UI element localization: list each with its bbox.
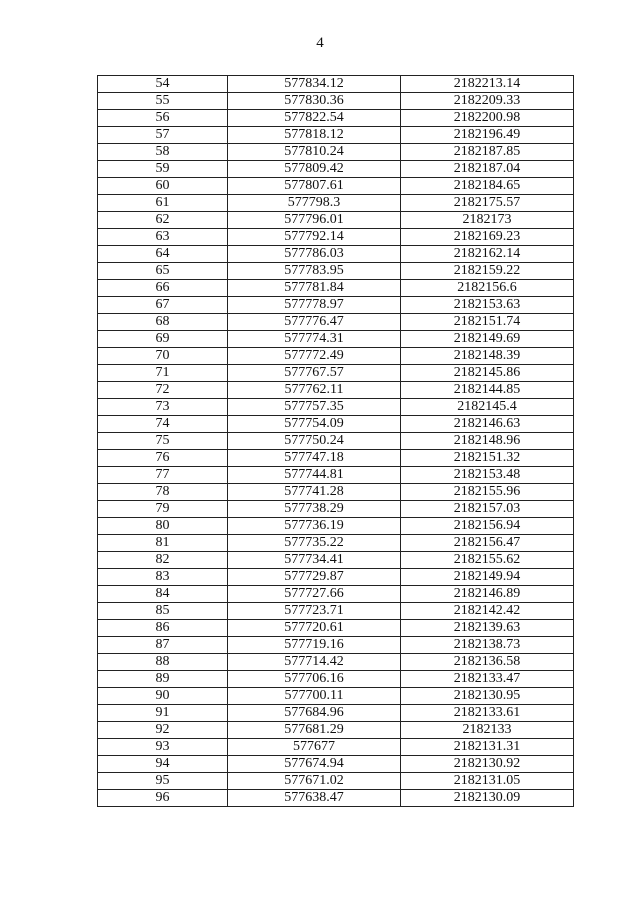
y-coordinate-cell: 2182133.61 bbox=[401, 705, 574, 722]
point-number-cell: 65 bbox=[98, 263, 228, 280]
y-coordinate-cell: 2182130.95 bbox=[401, 688, 574, 705]
point-number-cell: 90 bbox=[98, 688, 228, 705]
point-number-cell: 76 bbox=[98, 450, 228, 467]
x-coordinate-cell: 577744.81 bbox=[228, 467, 401, 484]
table-row bbox=[98, 297, 574, 314]
x-coordinate-cell: 577727.66 bbox=[228, 586, 401, 603]
table-row bbox=[98, 773, 574, 790]
x-coordinate-cell: 577772.49 bbox=[228, 348, 401, 365]
y-coordinate-cell: 2182133.47 bbox=[401, 671, 574, 688]
table-row bbox=[98, 365, 574, 382]
table-row bbox=[98, 671, 574, 688]
y-coordinate-cell: 2182145.86 bbox=[401, 365, 574, 382]
table-row bbox=[98, 569, 574, 586]
table-row bbox=[98, 212, 574, 229]
table-row bbox=[98, 399, 574, 416]
x-coordinate-cell: 577796.01 bbox=[228, 212, 401, 229]
point-number-cell: 83 bbox=[98, 569, 228, 586]
x-coordinate-cell: 577750.24 bbox=[228, 433, 401, 450]
table-row bbox=[98, 76, 574, 93]
y-coordinate-cell: 2182209.33 bbox=[401, 93, 574, 110]
x-coordinate-cell: 577783.95 bbox=[228, 263, 401, 280]
table-row bbox=[98, 790, 574, 807]
y-coordinate-cell: 2182131.05 bbox=[401, 773, 574, 790]
x-coordinate-cell: 577747.18 bbox=[228, 450, 401, 467]
point-number-cell: 95 bbox=[98, 773, 228, 790]
x-coordinate-cell: 577810.24 bbox=[228, 144, 401, 161]
table-row bbox=[98, 110, 574, 127]
x-coordinate-cell: 577798.3 bbox=[228, 195, 401, 212]
table-row bbox=[98, 195, 574, 212]
x-coordinate-cell: 577822.54 bbox=[228, 110, 401, 127]
table-row bbox=[98, 229, 574, 246]
point-number-cell: 92 bbox=[98, 722, 228, 739]
x-coordinate-cell: 577719.16 bbox=[228, 637, 401, 654]
y-coordinate-cell: 2182153.48 bbox=[401, 467, 574, 484]
x-coordinate-cell: 577767.57 bbox=[228, 365, 401, 382]
point-number-cell: 80 bbox=[98, 518, 228, 535]
x-coordinate-cell: 577754.09 bbox=[228, 416, 401, 433]
point-number-cell: 75 bbox=[98, 433, 228, 450]
table-row bbox=[98, 637, 574, 654]
y-coordinate-cell: 2182184.65 bbox=[401, 178, 574, 195]
point-number-cell: 85 bbox=[98, 603, 228, 620]
y-coordinate-cell: 2182173 bbox=[401, 212, 574, 229]
point-number-cell: 81 bbox=[98, 535, 228, 552]
x-coordinate-cell: 577671.02 bbox=[228, 773, 401, 790]
table-row bbox=[98, 739, 574, 756]
y-coordinate-cell: 2182151.32 bbox=[401, 450, 574, 467]
table-row bbox=[98, 416, 574, 433]
x-coordinate-cell: 577762.11 bbox=[228, 382, 401, 399]
x-coordinate-cell: 577714.42 bbox=[228, 654, 401, 671]
table-row bbox=[98, 314, 574, 331]
table-row bbox=[98, 127, 574, 144]
x-coordinate-cell: 577778.97 bbox=[228, 297, 401, 314]
point-number-cell: 61 bbox=[98, 195, 228, 212]
table-row bbox=[98, 688, 574, 705]
x-coordinate-cell: 577681.29 bbox=[228, 722, 401, 739]
point-number-cell: 57 bbox=[98, 127, 228, 144]
point-number-cell: 60 bbox=[98, 178, 228, 195]
x-coordinate-cell: 577834.12 bbox=[228, 76, 401, 93]
y-coordinate-cell: 2182133 bbox=[401, 722, 574, 739]
y-coordinate-cell: 2182156.94 bbox=[401, 518, 574, 535]
y-coordinate-cell: 2182144.85 bbox=[401, 382, 574, 399]
table-row bbox=[98, 705, 574, 722]
y-coordinate-cell: 2182169.23 bbox=[401, 229, 574, 246]
point-number-cell: 56 bbox=[98, 110, 228, 127]
table-row bbox=[98, 603, 574, 620]
table-row bbox=[98, 382, 574, 399]
x-coordinate-cell: 577736.19 bbox=[228, 518, 401, 535]
y-coordinate-cell: 2182151.74 bbox=[401, 314, 574, 331]
y-coordinate-cell: 2182148.96 bbox=[401, 433, 574, 450]
y-coordinate-cell: 2182131.31 bbox=[401, 739, 574, 756]
x-coordinate-cell: 577774.31 bbox=[228, 331, 401, 348]
point-number-cell: 87 bbox=[98, 637, 228, 654]
point-number-cell: 84 bbox=[98, 586, 228, 603]
y-coordinate-cell: 2182213.14 bbox=[401, 76, 574, 93]
table-row bbox=[98, 756, 574, 773]
x-coordinate-cell: 577735.22 bbox=[228, 535, 401, 552]
y-coordinate-cell: 2182175.57 bbox=[401, 195, 574, 212]
y-coordinate-cell: 2182149.69 bbox=[401, 331, 574, 348]
x-coordinate-cell: 577781.84 bbox=[228, 280, 401, 297]
y-coordinate-cell: 2182156.47 bbox=[401, 535, 574, 552]
y-coordinate-cell: 2182187.04 bbox=[401, 161, 574, 178]
point-number-cell: 66 bbox=[98, 280, 228, 297]
y-coordinate-cell: 2182196.49 bbox=[401, 127, 574, 144]
table-row bbox=[98, 586, 574, 603]
table-row bbox=[98, 178, 574, 195]
point-number-cell: 58 bbox=[98, 144, 228, 161]
point-number-cell: 59 bbox=[98, 161, 228, 178]
y-coordinate-cell: 2182146.89 bbox=[401, 586, 574, 603]
point-number-cell: 79 bbox=[98, 501, 228, 518]
point-number-cell: 67 bbox=[98, 297, 228, 314]
y-coordinate-cell: 2182142.42 bbox=[401, 603, 574, 620]
table-row bbox=[98, 654, 574, 671]
table-row bbox=[98, 484, 574, 501]
x-coordinate-cell: 577757.35 bbox=[228, 399, 401, 416]
y-coordinate-cell: 2182148.39 bbox=[401, 348, 574, 365]
x-coordinate-cell: 577684.96 bbox=[228, 705, 401, 722]
table-row bbox=[98, 535, 574, 552]
point-number-cell: 88 bbox=[98, 654, 228, 671]
point-number-cell: 77 bbox=[98, 467, 228, 484]
table-row bbox=[98, 722, 574, 739]
point-number-cell: 71 bbox=[98, 365, 228, 382]
y-coordinate-cell: 2182200.98 bbox=[401, 110, 574, 127]
x-coordinate-cell: 577723.71 bbox=[228, 603, 401, 620]
y-coordinate-cell: 2182159.22 bbox=[401, 263, 574, 280]
x-coordinate-cell: 577792.14 bbox=[228, 229, 401, 246]
point-number-cell: 55 bbox=[98, 93, 228, 110]
point-number-cell: 89 bbox=[98, 671, 228, 688]
y-coordinate-cell: 2182157.03 bbox=[401, 501, 574, 518]
x-coordinate-cell: 577818.12 bbox=[228, 127, 401, 144]
table-row bbox=[98, 331, 574, 348]
point-number-cell: 64 bbox=[98, 246, 228, 263]
page-number: 4 bbox=[316, 35, 324, 51]
point-number-cell: 93 bbox=[98, 739, 228, 756]
point-number-cell: 74 bbox=[98, 416, 228, 433]
table-row bbox=[98, 280, 574, 297]
x-coordinate-cell: 577807.61 bbox=[228, 178, 401, 195]
point-number-cell: 86 bbox=[98, 620, 228, 637]
coordinates-table bbox=[97, 75, 574, 807]
y-coordinate-cell: 2182155.62 bbox=[401, 552, 574, 569]
point-number-cell: 91 bbox=[98, 705, 228, 722]
point-number-cell: 63 bbox=[98, 229, 228, 246]
y-coordinate-cell: 2182149.94 bbox=[401, 569, 574, 586]
x-coordinate-cell: 577638.47 bbox=[228, 790, 401, 807]
y-coordinate-cell: 2182187.85 bbox=[401, 144, 574, 161]
table-row bbox=[98, 246, 574, 263]
point-number-cell: 62 bbox=[98, 212, 228, 229]
y-coordinate-cell: 2182156.6 bbox=[401, 280, 574, 297]
x-coordinate-cell: 577809.42 bbox=[228, 161, 401, 178]
y-coordinate-cell: 2182162.14 bbox=[401, 246, 574, 263]
table-row bbox=[98, 467, 574, 484]
table-row bbox=[98, 263, 574, 280]
coordinates-table-body bbox=[98, 76, 574, 807]
x-coordinate-cell: 577786.03 bbox=[228, 246, 401, 263]
table-row bbox=[98, 518, 574, 535]
x-coordinate-cell: 577706.16 bbox=[228, 671, 401, 688]
point-number-cell: 82 bbox=[98, 552, 228, 569]
x-coordinate-cell: 577674.94 bbox=[228, 756, 401, 773]
point-number-cell: 78 bbox=[98, 484, 228, 501]
x-coordinate-cell: 577738.29 bbox=[228, 501, 401, 518]
y-coordinate-cell: 2182145.4 bbox=[401, 399, 574, 416]
x-coordinate-cell: 577720.61 bbox=[228, 620, 401, 637]
table-row bbox=[98, 433, 574, 450]
y-coordinate-cell: 2182153.63 bbox=[401, 297, 574, 314]
y-coordinate-cell: 2182130.09 bbox=[401, 790, 574, 807]
y-coordinate-cell: 2182138.73 bbox=[401, 637, 574, 654]
y-coordinate-cell: 2182139.63 bbox=[401, 620, 574, 637]
x-coordinate-cell: 577734.41 bbox=[228, 552, 401, 569]
x-coordinate-cell: 577677 bbox=[228, 739, 401, 756]
point-number-cell: 73 bbox=[98, 399, 228, 416]
table-row bbox=[98, 552, 574, 569]
y-coordinate-cell: 2182136.58 bbox=[401, 654, 574, 671]
table-row bbox=[98, 348, 574, 365]
point-number-cell: 54 bbox=[98, 76, 228, 93]
table-row bbox=[98, 93, 574, 110]
x-coordinate-cell: 577729.87 bbox=[228, 569, 401, 586]
point-number-cell: 94 bbox=[98, 756, 228, 773]
point-number-cell: 72 bbox=[98, 382, 228, 399]
point-number-cell: 96 bbox=[98, 790, 228, 807]
point-number-cell: 70 bbox=[98, 348, 228, 365]
table-row bbox=[98, 161, 574, 178]
x-coordinate-cell: 577741.28 bbox=[228, 484, 401, 501]
table-row bbox=[98, 620, 574, 637]
y-coordinate-cell: 2182130.92 bbox=[401, 756, 574, 773]
table-row bbox=[98, 501, 574, 518]
point-number-cell: 68 bbox=[98, 314, 228, 331]
x-coordinate-cell: 577776.47 bbox=[228, 314, 401, 331]
table-row bbox=[98, 144, 574, 161]
x-coordinate-cell: 577700.11 bbox=[228, 688, 401, 705]
point-number-cell: 69 bbox=[98, 331, 228, 348]
table-row bbox=[98, 450, 574, 467]
y-coordinate-cell: 2182146.63 bbox=[401, 416, 574, 433]
x-coordinate-cell: 577830.36 bbox=[228, 93, 401, 110]
y-coordinate-cell: 2182155.96 bbox=[401, 484, 574, 501]
